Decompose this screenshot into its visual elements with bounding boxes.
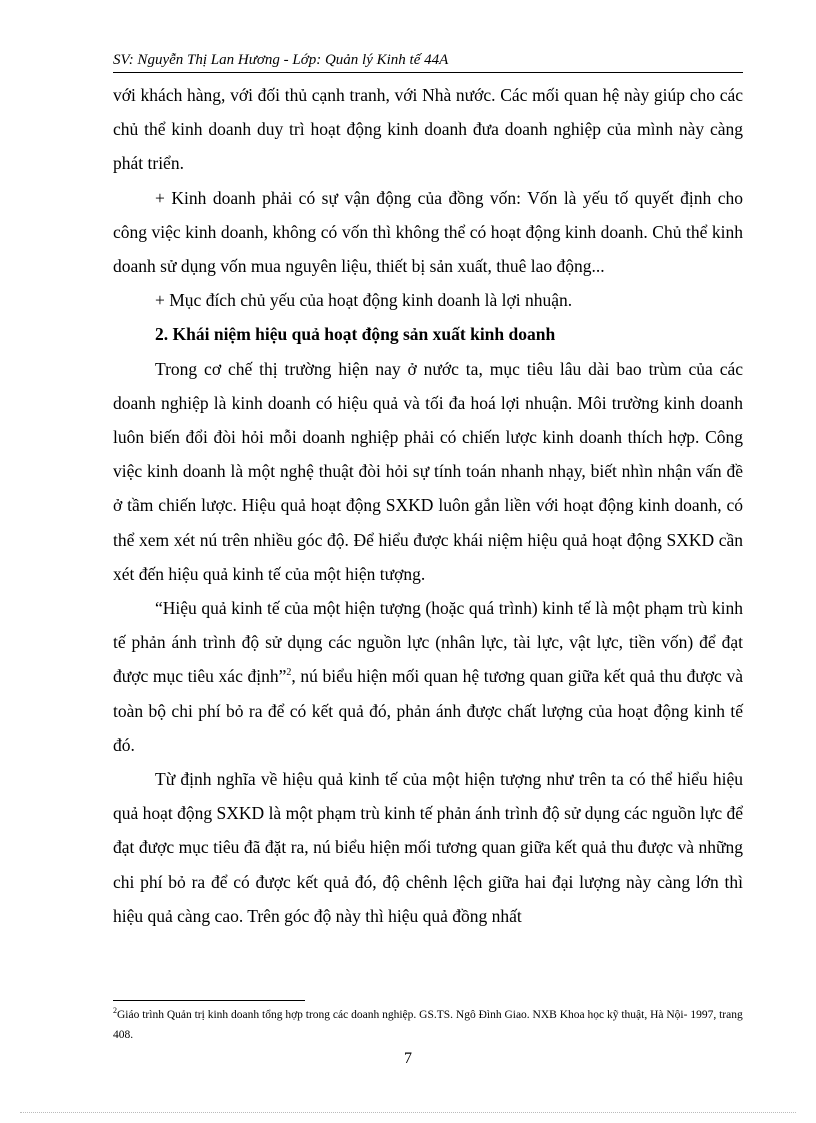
section-heading: 2. Khái niệm hiệu quả hoạt động sản xuất kinh doanh (155, 324, 556, 345)
paragraph: + Mục đích chủ yếu của hoạt động kinh doanh là lợi nhuận. (155, 290, 573, 311)
footnote (113, 1005, 743, 1045)
paragraph: + Kinh doanh phải có sự vận động của đồng vốn: Vốn là yếu tố quyết định cho công việc kinh doanh, không có vốn thì không thể có hoạt động kinh doanh. Chủ thể kinh doanh sử dụng vốn mua nguyên liệu, thiết bị sản xuất, thuê lao động... (113, 187, 743, 277)
quote-text: “Hiệu quả kinh tế của một hiện tượng (hoặc quá trình) kinh tế là một phạm trù kinh tế phản ánh trình độ sử dụng các nguồn lực (nhân lực, tài lực, vật lực, tiền vốn) để đạt được mục tiêu xác định” (113, 598, 743, 687)
paragraph: với khách hàng, với đối thủ cạnh tranh, với Nhà nước. Các mối quan hệ này giúp cho các chủ thể kinh doanh duy trì hoạt động kinh doanh đưa doanh nghiệp của mình này càng phát triển. (113, 85, 743, 174)
paragraph: Từ định nghĩa về hiệu quả kinh tế của một hiện tượng như trên ta có thể hiểu hiệu quả hoạt động SXKD là một phạm trù kinh tế phản ánh trình độ sử dụng các nguồn lực để đạt được mục tiêu đã đặt ra, nú biểu hiện mối tương quan giữa kết quả thu được và những chi phí bỏ ra để có được kết quả đó, độ chênh lệch giữa hai đại lượng này càng lớn thì hiệu quả càng cao. Trên góc độ này thì hiệu quả đồng nhất (113, 769, 743, 926)
footnote-ref: 2 (286, 667, 292, 679)
quote-continuation: , nú biểu hiện mối quan hệ tương quan giữa kết quả thu được và toàn bộ chi phí bỏ ra để có kết quả đó, phản ánh được chất lượng của hoạt động kinh tế đó. (113, 666, 743, 755)
paragraph: Trong cơ chế thị trường hiện nay ở nước ta, mục tiêu lâu dài bao trùm của các doanh nghiệp là kinh doanh có hiệu quả và tối đa hoá lợi nhuận. Môi trường kinh doanh luôn biến đổi đòi hỏi mỗi doanh nghiệp phải có chiến lược kinh doanh thích hợp. Công việc kinh doanh là một nghệ thuật đòi hỏi sự tính toán nhanh nhạy, biết nhìn nhận vấn đề ở tầm chiến lược. Hiệu quả hoạt động SXKD luôn gắn liền với hoạt động kinh doanh, có thể xem xét nú trên nhiều góc độ. Để hiểu được khái niệm hiệu quả hoạt động SXKD cần xét đến hiệu quả kinh tế của một hiện tượng. (113, 358, 743, 584)
quote-paragraph (113, 591, 743, 762)
page-edge-divider (20, 1112, 796, 1113)
footnote-text: Giáo trình Quản trị kinh doanh tổng hợp trong các doanh nghiệp. GS.TS. Ngô Đình Giao. NXB Khoa học kỹ thuật, Hà Nội- 1997, trang 408. (113, 1009, 743, 1041)
page-number: 7 (404, 1050, 412, 1067)
body-text (113, 78, 743, 933)
footnote-divider (113, 1000, 305, 1001)
running-header: SV: Nguyễn Thị Lan Hương - Lớp: Quản lý Kinh tế 44A (113, 50, 743, 73)
footnote-number: 2 (113, 1006, 117, 1016)
